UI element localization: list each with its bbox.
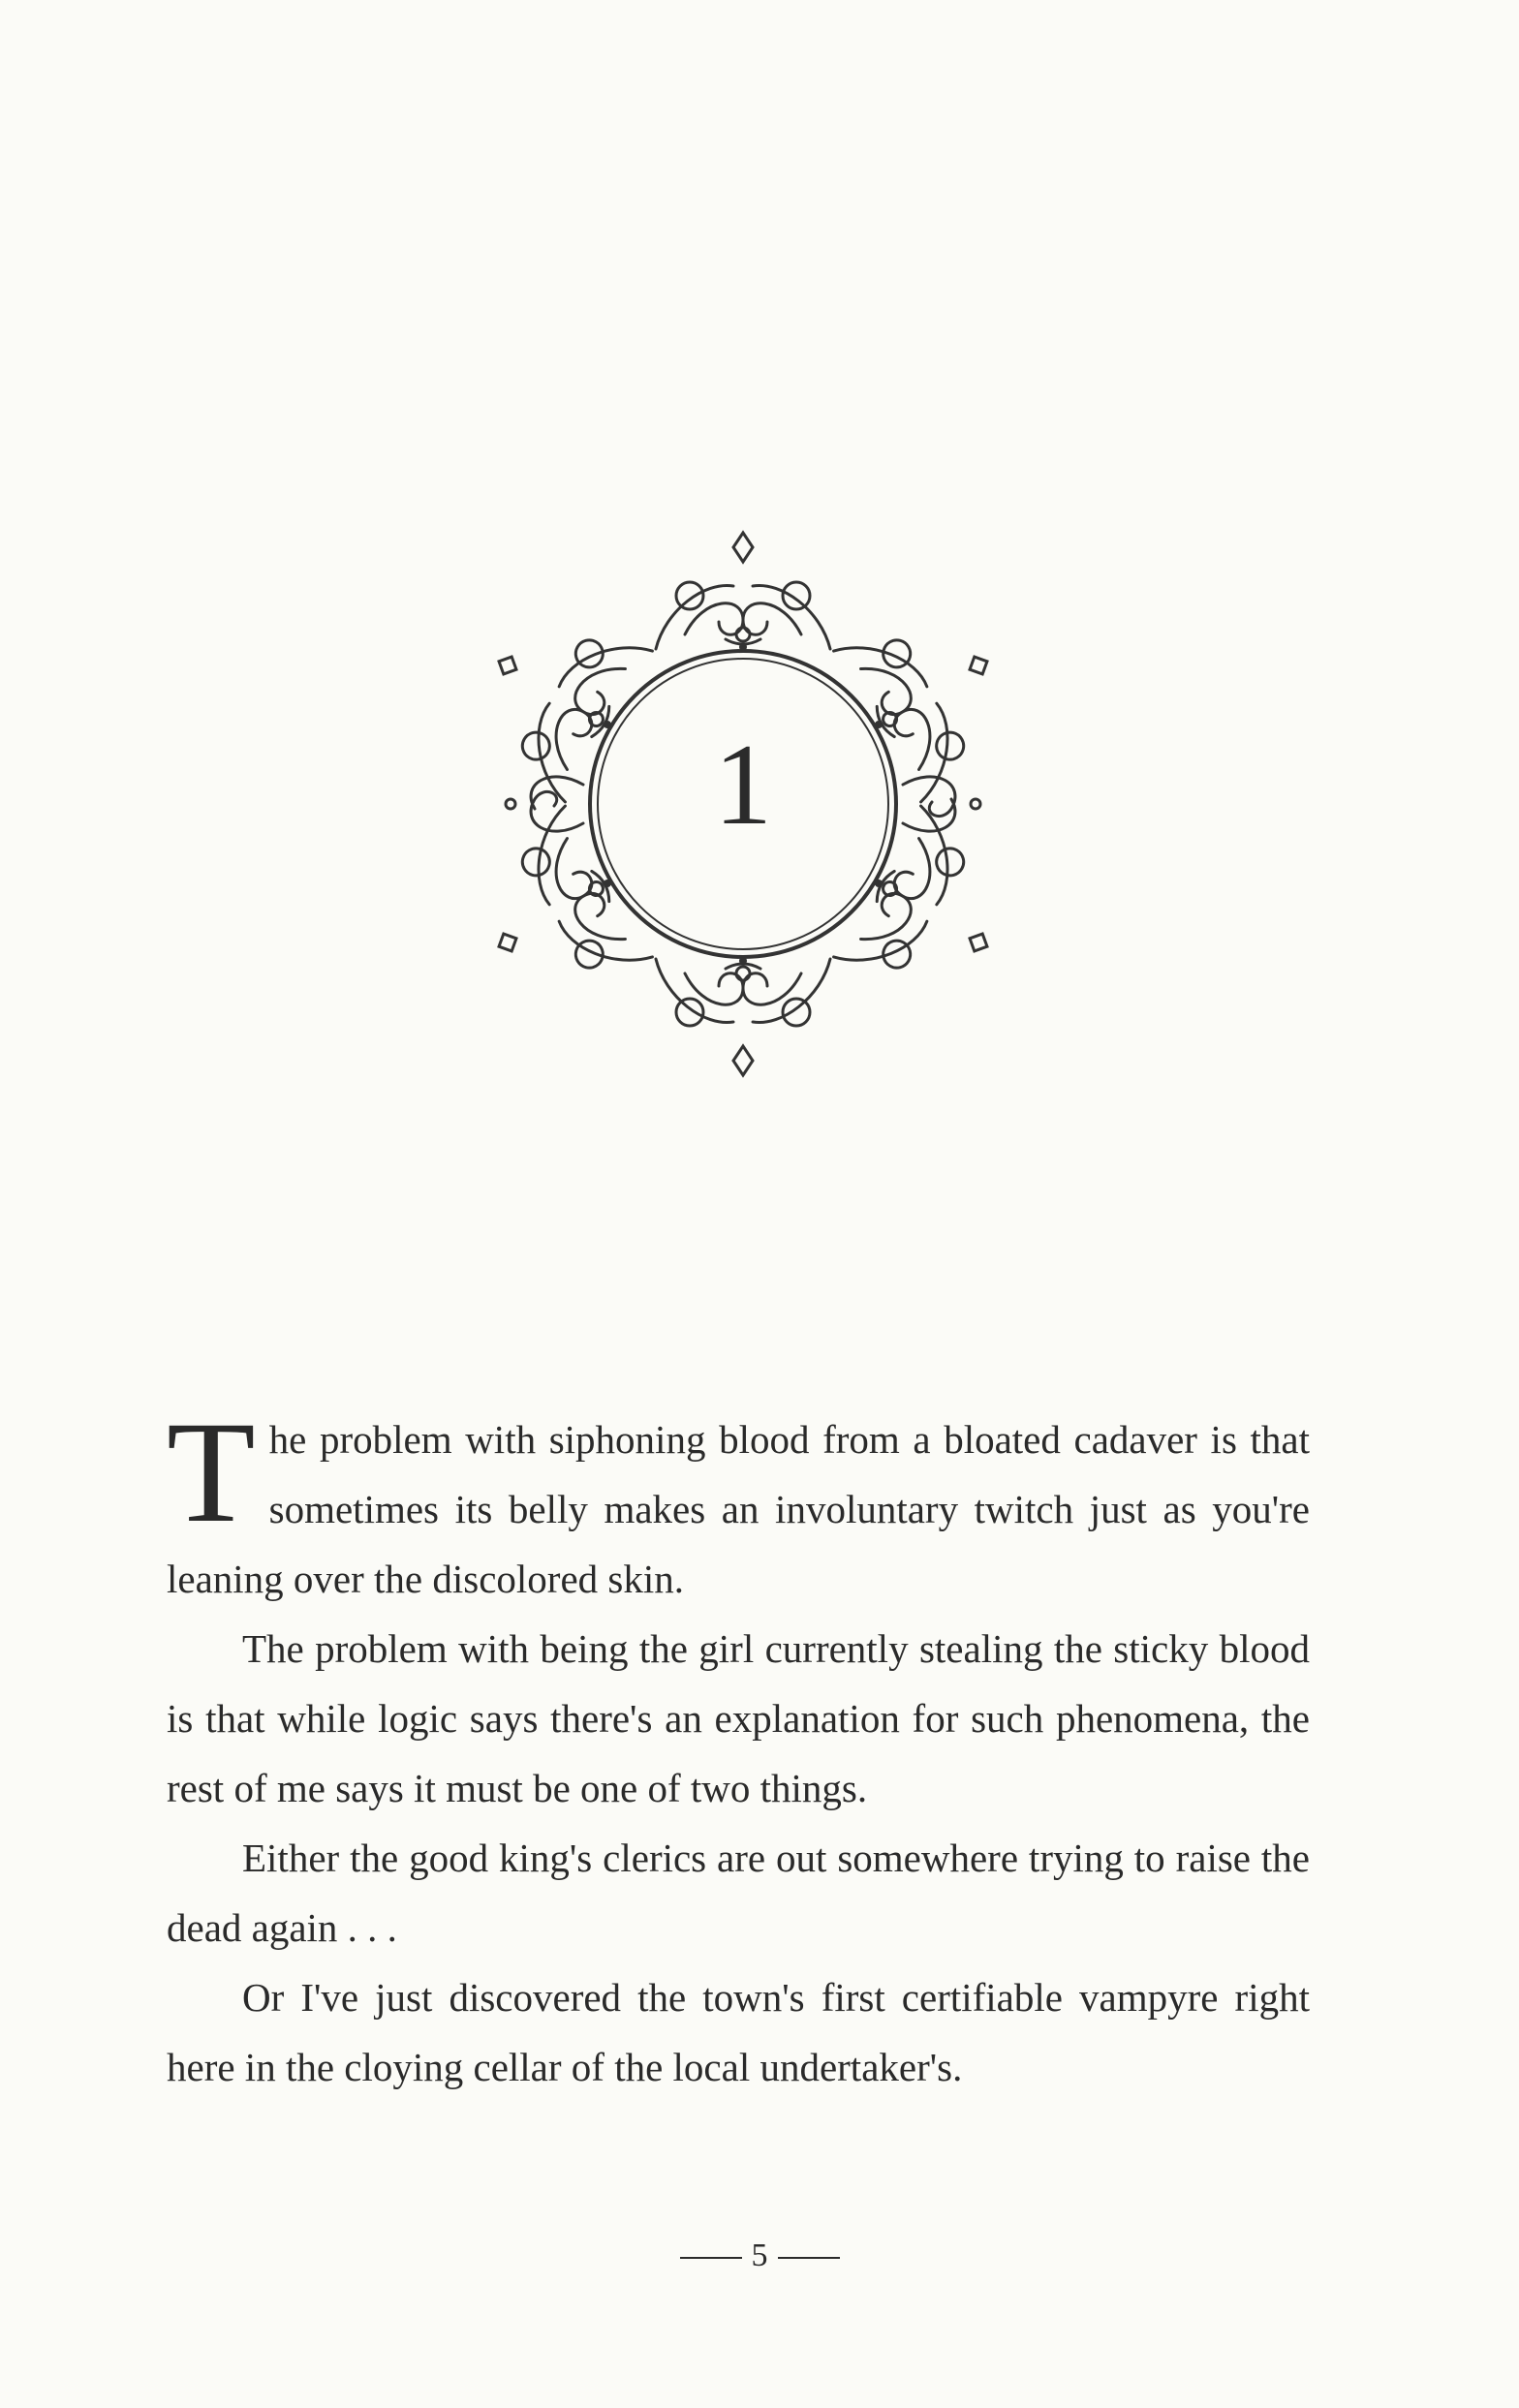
paragraph-4: Or I've just discovered the town's first certifiable vampyre right here in the cloying cellar of the local undertaker's. xyxy=(167,1975,1310,2089)
chapter-body xyxy=(167,1392,1310,2102)
paragraph-3: Either the good king's clerics are out somewhere trying to raise the dead again . . . xyxy=(167,1836,1310,1950)
paragraph-1-text: he problem with siphoning blood from a bloated cadaver is that sometimes its belly makes an involuntary twitch just as you're leaning over the discolored skin. xyxy=(167,1417,1310,1601)
paragraph-2: The problem with being the girl currently stealing the sticky blood is that while logic says there's an explanation for such phenomena, the rest of me says it must be one of two things. xyxy=(167,1626,1310,1810)
drop-cap: T xyxy=(167,1392,256,1553)
chapter-number: 1 xyxy=(714,720,772,849)
folio-left-rule xyxy=(680,2257,742,2259)
page-number: 5 xyxy=(751,2238,768,2273)
page-folio xyxy=(0,2238,1519,2274)
folio-right-rule xyxy=(778,2257,840,2259)
paragraph-1 xyxy=(167,1392,1310,1614)
